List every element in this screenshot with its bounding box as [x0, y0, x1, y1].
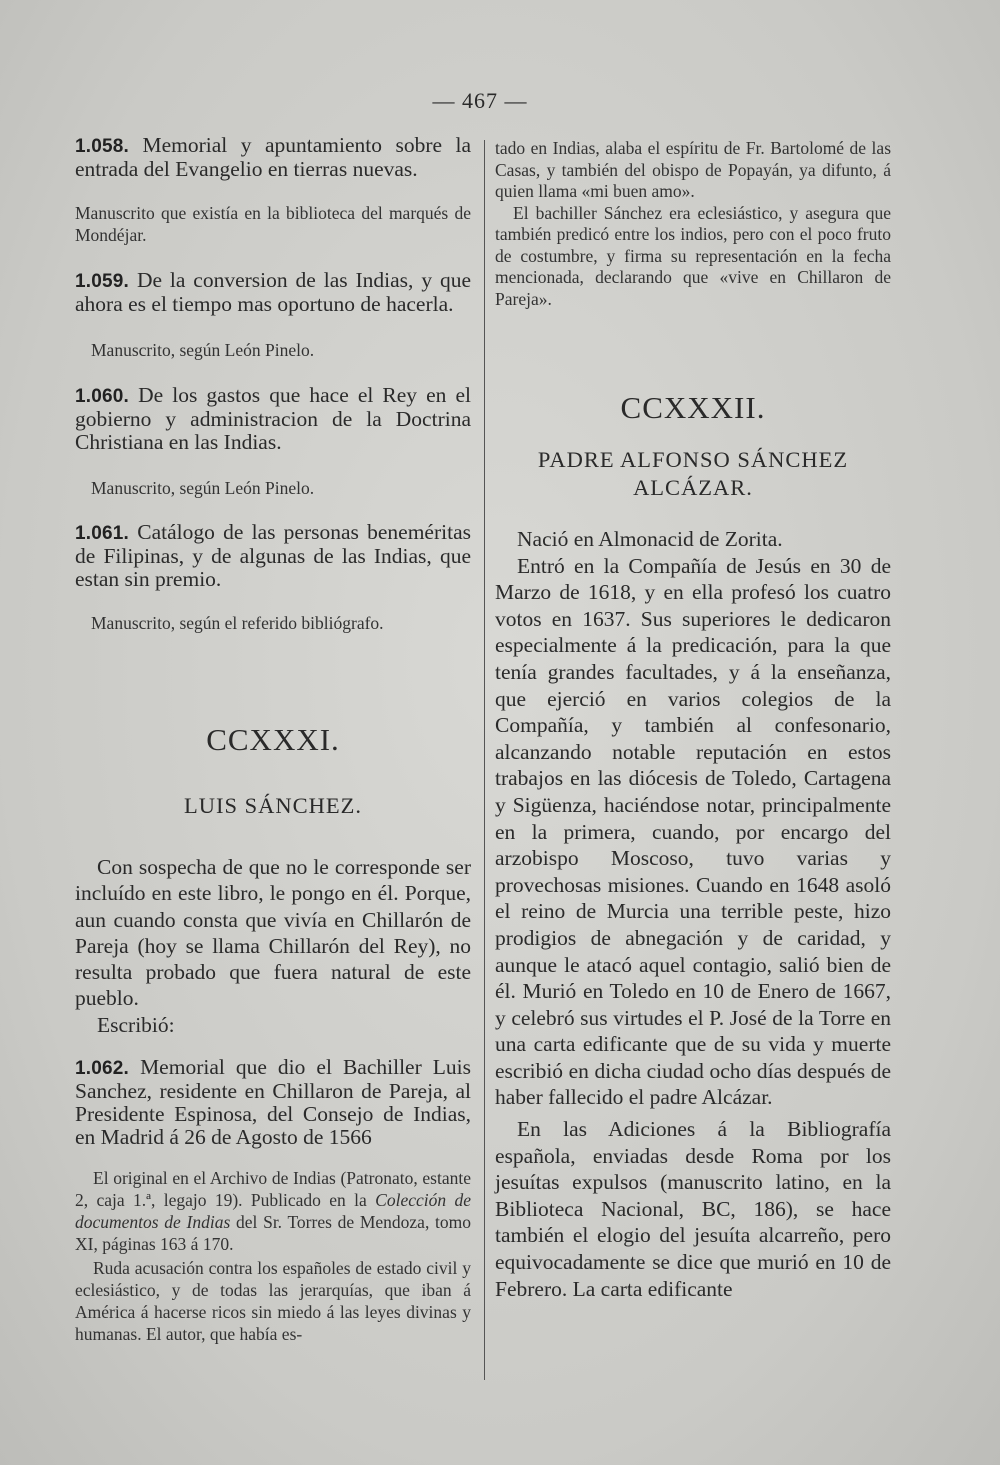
- entry-title: Memorial y apuntamiento sobre la entrada del Evangelio en tierras nuevas.: [75, 133, 472, 181]
- entry-1061: [75, 521, 471, 591]
- body-paragraph: Nació en Almonacid de Zorita.: [517, 527, 783, 551]
- body-paragraph: Entró en la Compañía de Jesús en 30 de Marzo de 1618, y en ella profesó los cuatro votos en 1637. Sus superiores le dedicaron especialmente á la predicación, para la que tenía grandes facultades, y á la enseñanza, que ejerció en varios colegios de la Compañía, y también al confesonario, alcanzando notable reputación en estos trabajos en las diócesis de Toledo, Cartagena y Sigüenza, haciéndose notar, principalmente en la primera, cuando, por encargo del arzobispo Moscoso, tuvo varias y provechosas misiones. Cuando en 1648 asoló el reino de Murcia una terrible peste, hizo prodigios de abnegación y de caridad, y aunque le atacó aquel contagio, salió bien de él. Murió en Toledo en 10 de Enero de 1667, y celebró sus virtudes el P. José de la Torre en una carta edificante que de su vida y muerte escribió en dicha ciudad ocho días después de haber fallecido el padre Alcázar.: [495, 553, 891, 1110]
- entry-1059: [75, 269, 471, 316]
- continued-note: tado en Indias, alaba el espíritu de Fr. Bartolomé de las Casas, y también del obispo de Popayán, ya difunto, á quien llama «mi buen amo».: [495, 138, 891, 201]
- author-intro: Con sospecha de que no le corresponde ser incluído en este libro, le pongo en él. Porque, aun cuando consta que vivía en Chillarón de Pareja (hoy se llama Chillarón del Rey), no resulta probado que fuera natural de este pueblo.: [75, 855, 471, 1011]
- entry-title: Catálogo de las personas beneméritas de Filipinas, y de algunas de las Indias, que estan sin premio.: [75, 520, 471, 591]
- entry-1058: [75, 134, 471, 181]
- note-italic-title: Colección de documentos de Indias: [75, 1190, 472, 1233]
- entry-note: Manuscrito, según León Pinelo.: [91, 478, 315, 498]
- entry-number: 1.061.: [75, 523, 130, 544]
- left-column: [75, 128, 471, 1345]
- escribio-label: Escribió:: [97, 1012, 175, 1037]
- entry-note: Manuscrito, según el referido bibliógrafo.: [91, 613, 384, 633]
- entry-number: 1.058.: [75, 136, 130, 157]
- body-paragraph: En las Adiciones á la Bibliografía española, enviadas desde Roma por los jesuítas expulsos (manuscrito latino, en la Biblioteca Nacional, BC, 186), se hace también el elogio del jesuíta alcarreño, pero equivocadamente se dice que murió en 10 de Febrero. La carta edificante: [495, 1117, 891, 1301]
- entry-title: De los gastos que hace el Rey en el gobierno y administracion de la Doctrina Christiana en las Indias.: [75, 383, 471, 454]
- column-divider: [484, 140, 485, 1380]
- entry-note: Manuscrito que existía en la biblioteca del marqués de Mondéjar.: [75, 203, 471, 245]
- entry-1062: [75, 1056, 471, 1149]
- section-number: CCXXXI.: [206, 722, 340, 757]
- note-text: del Sr. Torres de Mendoza, tomo XI, páginas 163 á 170.: [75, 1212, 471, 1255]
- entry-number: 1.060.: [75, 386, 130, 407]
- entry-title: De la conversion de las Indias, y que ahora es el tiempo mas oportuno de hacerla.: [75, 268, 472, 316]
- entry-note: [75, 1167, 471, 1255]
- continued-note: El bachiller Sánchez era eclesiástico, y asegura que también predicó entre los indios, pero con el poco fruto de costumbre, y firma su representación en la fecha mencionada, declarando que «vive en Chillaron de Pareja».: [495, 202, 891, 309]
- entry-1060: [75, 384, 471, 454]
- entry-note: Manuscrito, según León Pinelo.: [91, 340, 315, 360]
- section-number: CCXXXII.: [620, 390, 766, 425]
- author-heading: PADRE ALFONSO SÁNCHEZ ALCÁZAR.: [537, 447, 849, 500]
- entry-number: 1.059.: [75, 271, 130, 292]
- right-column: [495, 128, 891, 1302]
- entry-title: Memorial que dio el Bachiller Luis Sanchez, residente en Chillaron de Pareja, al Presidente Espinosa, del Consejo de Indias, en Madrid á 26 de Agosto de 1566: [75, 1055, 472, 1150]
- page-number: — 467 —: [432, 88, 528, 113]
- note-text: El original en el Archivo de Indias (Patronato, estante 2, caja 1.ª, legajo 19). Publicado en la: [75, 1168, 471, 1211]
- entry-number: 1.062.: [75, 1058, 130, 1080]
- entry-note: Ruda acusación contra los españoles de estado civil y eclesiástico, y de todas las jerarquías, que iban á América á hacerse ricos sin miedo á las leyes divinas y humanas. El autor, que había es-: [75, 1258, 471, 1345]
- author-heading: LUIS SÁNCHEZ.: [183, 793, 362, 818]
